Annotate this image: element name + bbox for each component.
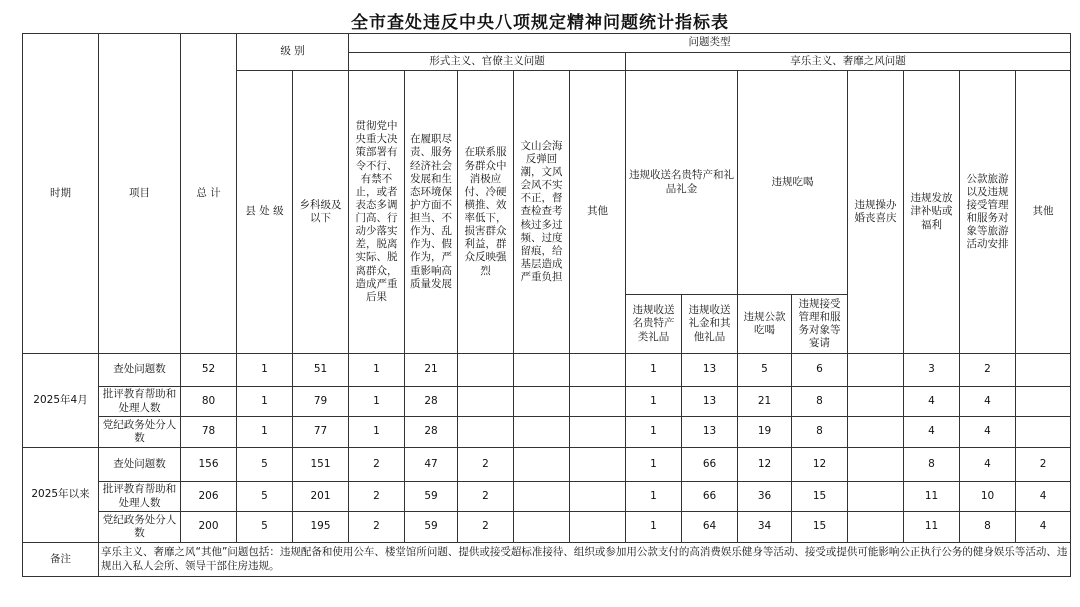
value-cell: 13 bbox=[682, 354, 738, 387]
value-cell: 12 bbox=[738, 448, 792, 482]
value-cell bbox=[848, 482, 904, 512]
value-cell: 5 bbox=[237, 448, 293, 482]
value-cell: 4 bbox=[960, 448, 1016, 482]
value-cell bbox=[848, 512, 904, 543]
value-cell: 34 bbox=[738, 512, 792, 543]
value-cell: 2 bbox=[458, 448, 514, 482]
value-cell: 1 bbox=[626, 387, 682, 417]
header-formalism-4: 文山会海反弹回潮，文风会风不实不正，督查检查考核过多过频、过度留痕，给基层造成严重负担 bbox=[514, 71, 570, 354]
value-cell: 156 bbox=[181, 448, 237, 482]
header-total: 总 计 bbox=[181, 34, 237, 354]
value-cell bbox=[570, 354, 626, 387]
item-cell: 查处问题数 bbox=[99, 448, 181, 482]
item-cell: 批评教育帮助和处理人数 bbox=[99, 387, 181, 417]
value-cell bbox=[570, 417, 626, 448]
header-township-level: 乡科级及以下 bbox=[293, 71, 349, 354]
value-cell: 2 bbox=[458, 512, 514, 543]
value-cell bbox=[1016, 417, 1071, 448]
value-cell: 52 bbox=[181, 354, 237, 387]
value-cell: 8 bbox=[792, 387, 848, 417]
value-cell bbox=[514, 387, 570, 417]
value-cell bbox=[514, 448, 570, 482]
note-text: 享乐主义、奢靡之风“其他”问题包括：违规配备和使用公车、楼堂馆所问题、提供或接受超标准接待、组织或参加用公款支付的高消费娱乐健身等活动、接受或提供可能影响公正执行公务的健身娱乐等活动、违规出入私人会所、领导干部住房违规。 bbox=[99, 543, 1071, 577]
table-row bbox=[23, 354, 1071, 387]
value-cell bbox=[514, 417, 570, 448]
value-cell bbox=[570, 512, 626, 543]
value-cell: 8 bbox=[904, 448, 960, 482]
value-cell: 79 bbox=[293, 387, 349, 417]
value-cell: 2 bbox=[1016, 448, 1071, 482]
value-cell: 15 bbox=[792, 482, 848, 512]
value-cell: 1 bbox=[626, 417, 682, 448]
value-cell bbox=[848, 387, 904, 417]
value-cell: 51 bbox=[293, 354, 349, 387]
header-eat-a: 违规公款吃喝 bbox=[738, 295, 792, 354]
value-cell: 1 bbox=[349, 354, 405, 387]
value-cell: 201 bbox=[293, 482, 349, 512]
header-gift: 违规收送名贵特产和礼品礼金 bbox=[626, 71, 738, 295]
value-cell: 2 bbox=[349, 512, 405, 543]
value-cell: 1 bbox=[626, 354, 682, 387]
value-cell bbox=[514, 482, 570, 512]
value-cell: 4 bbox=[1016, 512, 1071, 543]
table-row bbox=[23, 387, 1071, 417]
value-cell bbox=[514, 512, 570, 543]
value-cell bbox=[514, 354, 570, 387]
value-cell: 8 bbox=[792, 417, 848, 448]
note-row bbox=[23, 543, 1071, 577]
value-cell bbox=[570, 448, 626, 482]
value-cell: 15 bbox=[792, 512, 848, 543]
value-cell: 66 bbox=[682, 448, 738, 482]
value-cell: 3 bbox=[904, 354, 960, 387]
header-formalism-2: 在履职尽责、服务经济社会发展和生态环境保护方面不担当、不作为、乱作为、假作为，严重影响高质量发展 bbox=[405, 71, 458, 354]
value-cell: 28 bbox=[405, 417, 458, 448]
header-eating: 违规吃喝 bbox=[738, 71, 848, 295]
value-cell bbox=[570, 387, 626, 417]
value-cell: 2 bbox=[349, 448, 405, 482]
value-cell: 2 bbox=[960, 354, 1016, 387]
value-cell: 1 bbox=[626, 512, 682, 543]
table-title: 全市查处违反中央八项规定精神问题统计指标表 bbox=[351, 13, 729, 33]
value-cell: 11 bbox=[904, 512, 960, 543]
header-hedonism-other: 其他 bbox=[1016, 71, 1071, 354]
value-cell: 1 bbox=[626, 482, 682, 512]
value-cell: 206 bbox=[181, 482, 237, 512]
value-cell: 4 bbox=[960, 417, 1016, 448]
value-cell: 151 bbox=[293, 448, 349, 482]
value-cell bbox=[1016, 354, 1071, 387]
value-cell: 195 bbox=[293, 512, 349, 543]
value-cell: 8 bbox=[960, 512, 1016, 543]
table-row bbox=[23, 482, 1071, 512]
item-cell: 党纪政务处分人数 bbox=[99, 417, 181, 448]
period-cell: 2025年4月 bbox=[23, 354, 99, 448]
value-cell: 1 bbox=[237, 417, 293, 448]
value-cell: 13 bbox=[682, 417, 738, 448]
value-cell: 11 bbox=[904, 482, 960, 512]
value-cell: 59 bbox=[405, 512, 458, 543]
value-cell: 1 bbox=[237, 354, 293, 387]
header-formalism-other: 其他 bbox=[570, 71, 626, 354]
value-cell bbox=[458, 387, 514, 417]
item-cell: 查处问题数 bbox=[99, 354, 181, 387]
value-cell: 5 bbox=[237, 512, 293, 543]
header-county-level: 县 处 级 bbox=[237, 71, 293, 354]
value-cell bbox=[458, 417, 514, 448]
value-cell: 200 bbox=[181, 512, 237, 543]
value-cell: 4 bbox=[1016, 482, 1071, 512]
value-cell: 12 bbox=[792, 448, 848, 482]
value-cell: 78 bbox=[181, 417, 237, 448]
value-cell: 64 bbox=[682, 512, 738, 543]
note-label: 备注 bbox=[23, 543, 99, 577]
value-cell bbox=[1016, 387, 1071, 417]
value-cell bbox=[848, 417, 904, 448]
value-cell: 1 bbox=[237, 387, 293, 417]
value-cell: 5 bbox=[738, 354, 792, 387]
item-cell: 党纪政务处分人数 bbox=[99, 512, 181, 543]
value-cell: 4 bbox=[960, 387, 1016, 417]
value-cell: 59 bbox=[405, 482, 458, 512]
header-subsidy: 违规发放津补贴或福利 bbox=[904, 71, 960, 354]
value-cell: 19 bbox=[738, 417, 792, 448]
table-row bbox=[23, 448, 1071, 482]
table-row bbox=[23, 512, 1071, 543]
value-cell: 1 bbox=[349, 417, 405, 448]
value-cell bbox=[458, 354, 514, 387]
header-level: 级 别 bbox=[237, 34, 349, 71]
header-period: 时期 bbox=[23, 34, 99, 354]
value-cell: 66 bbox=[682, 482, 738, 512]
value-cell: 21 bbox=[405, 354, 458, 387]
value-cell bbox=[570, 482, 626, 512]
value-cell: 21 bbox=[738, 387, 792, 417]
item-cell: 批评教育帮助和处理人数 bbox=[99, 482, 181, 512]
header-formalism: 形式主义、官僚主义问题 bbox=[349, 53, 626, 71]
header-eat-b: 违规接受管理和服务对象等宴请 bbox=[792, 295, 848, 354]
header-hedonism: 享乐主义、奢靡之风问题 bbox=[626, 53, 1071, 71]
value-cell: 2 bbox=[458, 482, 514, 512]
value-cell: 6 bbox=[792, 354, 848, 387]
value-cell: 4 bbox=[904, 417, 960, 448]
value-cell: 47 bbox=[405, 448, 458, 482]
value-cell: 36 bbox=[738, 482, 792, 512]
header-travel: 公款旅游以及违规接受管理和服务对象等旅游活动安排 bbox=[960, 71, 1016, 354]
header-problem-type: 问题类型 bbox=[349, 34, 1071, 53]
value-cell: 4 bbox=[904, 387, 960, 417]
value-cell: 28 bbox=[405, 387, 458, 417]
table-row bbox=[23, 417, 1071, 448]
period-cell: 2025年以来 bbox=[23, 448, 99, 543]
value-cell bbox=[848, 354, 904, 387]
value-cell: 80 bbox=[181, 387, 237, 417]
header-formalism-1: 贯彻党中央重大决策部署有令不行、有禁不止，或者表态多调门高、行动少落实差，脱离实际、脱离群众，造成严重后果 bbox=[349, 71, 405, 354]
statistics-table bbox=[22, 33, 1071, 577]
header-wedding: 违规操办婚丧喜庆 bbox=[848, 71, 904, 354]
header-formalism-3: 在联系服务群众中消极应付、冷硬横推、效率低下，损害群众利益，群众反映强烈 bbox=[458, 71, 514, 354]
value-cell: 5 bbox=[237, 482, 293, 512]
value-cell: 13 bbox=[682, 387, 738, 417]
value-cell: 2 bbox=[349, 482, 405, 512]
header-gift-a: 违规收送名贵特产类礼品 bbox=[626, 295, 682, 354]
value-cell: 1 bbox=[626, 448, 682, 482]
value-cell: 77 bbox=[293, 417, 349, 448]
value-cell: 10 bbox=[960, 482, 1016, 512]
value-cell: 1 bbox=[349, 387, 405, 417]
header-item: 项目 bbox=[99, 34, 181, 354]
header-gift-b: 违规收送礼金和其他礼品 bbox=[682, 295, 738, 354]
value-cell bbox=[848, 448, 904, 482]
